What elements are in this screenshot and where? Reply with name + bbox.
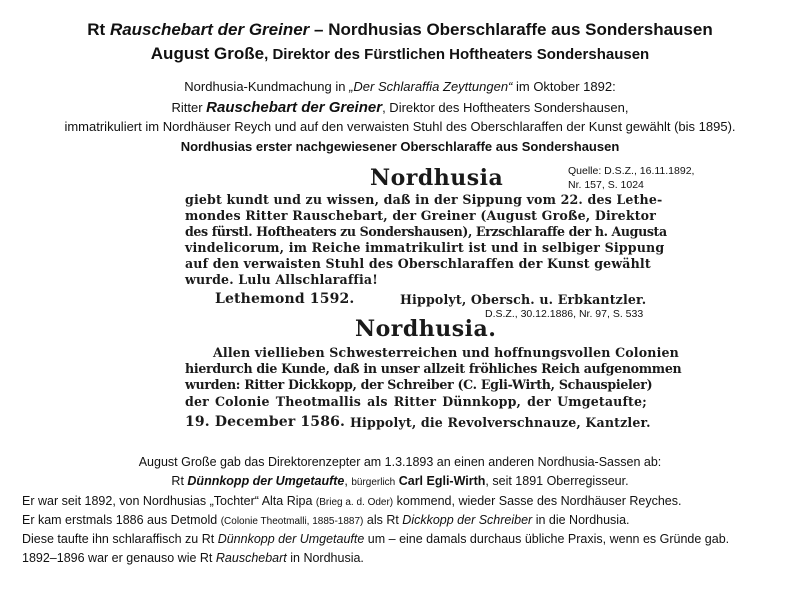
civil-name: Carl Egli-Wirth <box>398 474 486 488</box>
intro-line-1 <box>0 79 800 94</box>
body-text: 1892–1896 war er genauso wie Rt <box>22 551 216 565</box>
body-line-1: August Große gab das Direktorenzepter am 1.3.1893 an einen anderen Nordhusia-Sassen ab: <box>138 455 662 469</box>
body-line-5 <box>22 532 729 546</box>
title-person-role: , Direktor des Fürstlichen Hoftheaters Sondershausen <box>264 46 650 63</box>
knight-name: Rauschebart <box>215 551 287 565</box>
intro-line-2 <box>0 99 800 116</box>
clipping-line: der Colonie Theotmallis als Ritter Dünnkopp, der Umgetaufte; <box>185 394 647 409</box>
source-citation-2: D.S.Z., 30.12.1886, Nr. 97, S. 533 <box>485 308 644 320</box>
title-prefix: Rt <box>87 20 110 39</box>
body-text: Rt <box>171 474 188 488</box>
intro-text: , Direktor des Hoftheaters Sondershausen, <box>382 100 629 115</box>
intro-text: im Oktober 1892: <box>512 79 616 94</box>
body-text: Er kam erstmals 1886 aus Detmold <box>22 513 221 527</box>
body-text: , seit 1891 Oberregisseur. <box>485 474 629 488</box>
body-small-text: (Colonie Theotmalli, 1885-1887) <box>220 516 364 527</box>
body-line-3 <box>22 494 682 508</box>
body-text: Er war seit 1892, von Nordhusias „Tochter“ Alta Ripa <box>22 494 316 508</box>
source-citation-1b: Nr. 157, S. 1024 <box>568 179 644 191</box>
source-citation-1a: Quelle: D.S.Z., 16.11.1892, <box>568 165 695 177</box>
intro-line-3: immatrikuliert im Nordhäuser Reych und auf den verwaisten Stuhl des Oberschlaraffen der Kunst gewählt (bis 1895). <box>64 119 736 134</box>
knight-name: Rauschebart der Greiner <box>206 99 383 116</box>
body-text: als Rt <box>363 513 403 527</box>
clipping-line: vindelicorum, im Reiche immatrikulirt ist und in selbiger Sippung <box>185 240 665 255</box>
intro-text: Ritter <box>171 100 207 115</box>
body-text: , <box>344 474 352 488</box>
intro-line-4: Nordhusias erster nachgewiesener Oberschlaraffe aus Sondershausen <box>180 139 620 154</box>
body-line-6 <box>22 551 364 565</box>
title-line-1 <box>0 20 800 40</box>
clipping-heading: Nordhusia <box>370 165 504 191</box>
clipping-signature: Hippolyt, Obersch. u. Erbkantzler. <box>400 292 647 307</box>
clipping-line: wurde. Lulu Allschlaraffia! <box>185 272 378 287</box>
title-knight-name: Rauschebart der Greiner <box>109 20 310 39</box>
clipping-line: mondes Ritter Rauschebart, der Greiner (August Große, Direktor <box>185 208 657 223</box>
clipping-heading: Nordhusia. <box>355 316 497 342</box>
clipping-line: des fürstl. Hoftheaters zu Sondershausen), Erzschlaraffe der h. Augusta <box>185 224 667 239</box>
body-text: Diese taufte ihn schlaraffisch zu Rt <box>22 532 218 546</box>
body-small-text: bürgerlich <box>351 477 396 488</box>
knight-name: Dünnkopp der Umgetaufte <box>217 532 365 546</box>
body-line-4 <box>22 513 630 527</box>
title-person-name: August Große <box>150 44 265 63</box>
clipping-line: Allen viellieben Schwesterreichen und hoffnungsvollen Colonien <box>213 345 679 360</box>
clipping-line: giebt kundt und zu wissen, daß in der Sippung vom 22. des Lethe- <box>185 192 663 207</box>
newspaper-clipping-1 <box>185 165 695 310</box>
clipping-signature: Hippolyt, die Revolverschnauze, Kantzler. <box>350 415 651 430</box>
newspaper-clipping-2 <box>185 308 682 438</box>
title-rest: – Nordhusias Oberschlaraffe aus Sondershausen <box>309 20 713 39</box>
body-text: in die Nordhusia. <box>532 513 630 527</box>
body-text: kommend, wieder Sasse des Nordhäuser Reyches. <box>393 494 682 508</box>
body-text: um – eine damals durchaus übliche Praxis, wenn es Gründe gab. <box>364 532 730 546</box>
body-small-text: (Brieg a. d. Oder) <box>315 497 394 508</box>
body-text: in Nordhusia. <box>286 551 364 565</box>
clipping-line: auf den verwaisten Stuhl des Oberschlaraffen der Kunst gewählt <box>185 256 651 271</box>
clipping-line: wurden: Ritter Dickkopp, der Schreiber (C. Egli-Wirth, Schauspieler) <box>185 377 653 392</box>
clipping-date: Lethemond 1592. <box>215 291 355 307</box>
clipping-date: 19. December 1586. <box>185 414 346 430</box>
knight-name: Dickkopp der Schreiber <box>402 513 533 527</box>
clipping-line: hierdurch die Kunde, daß in unser allzeit fröhliches Reich aufgenommen <box>185 361 682 376</box>
knight-name: Dünnkopp der Umgetaufte <box>187 474 345 488</box>
intro-text: Nordhusia-Kundmachung in <box>184 79 350 94</box>
publication-name: „Der Schlaraffia Zeyttungen“ <box>349 79 513 94</box>
title-line-2 <box>0 44 800 64</box>
body-line-2 <box>0 474 800 488</box>
